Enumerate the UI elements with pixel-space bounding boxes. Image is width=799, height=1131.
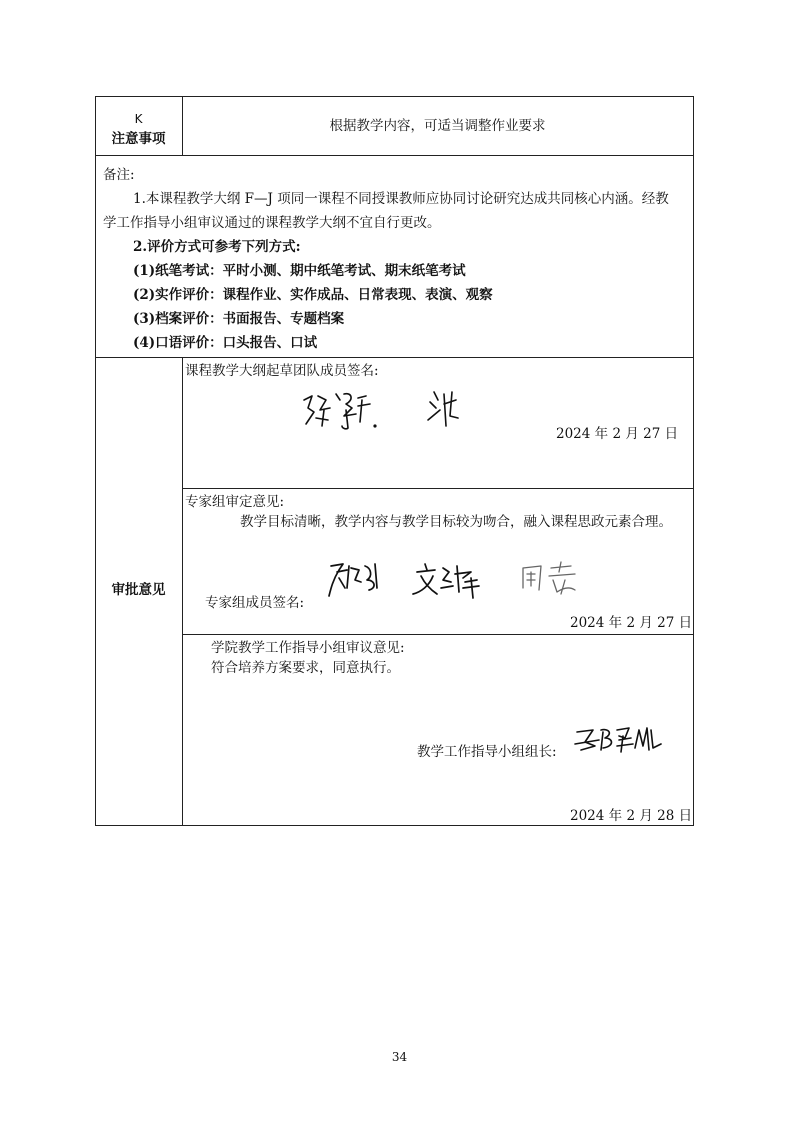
row-divider-k: [95, 155, 694, 156]
row-divider-expert: [182, 634, 694, 635]
college-heading: 学院教学工作指导小组审议意见:: [211, 640, 405, 656]
notes-item: (2)实作评价：课程作业、实作成品、日常表现、表演、观察: [133, 287, 493, 303]
expert-heading: 专家组审定意见:: [185, 494, 285, 510]
expert-signatures: [325, 558, 585, 602]
approval-label: 审批意见: [111, 582, 166, 598]
table-border-top: [95, 96, 694, 97]
table-border-bottom: [95, 825, 694, 826]
notes-line-1a: 1.本课程教学大纲 F—J 项同一课程不同授课教师应协同讨论研究达成共同核心内涵。经教: [133, 191, 669, 207]
notes-line-1b: 学工作指导小组审议通过的课程教学大纲不宜自行更改。: [103, 215, 441, 231]
section-label: 注意事项: [111, 131, 166, 147]
notes-item: (1)纸笔考试：平时小测、期中纸笔考试、期末纸笔考试: [133, 263, 466, 279]
table-border-left: [95, 96, 96, 826]
expert-sign-label: 专家组成员签名:: [205, 595, 305, 611]
column-divider-approval: [182, 357, 183, 826]
notes-heading: 备注:: [103, 167, 135, 183]
drafting-heading: 课程教学大纲起草团队成员签名:: [185, 363, 379, 379]
expert-date: 2024 年 2 月 27 日: [570, 615, 693, 631]
page-number: 34: [391, 1050, 408, 1064]
college-opinion: 符合培养方案要求，同意执行。: [211, 660, 400, 676]
college-leader-label: 教学工作指导小组组长:: [417, 744, 557, 760]
drafting-date: 2024 年 2 月 27 日: [556, 426, 679, 442]
drafting-signature: [300, 386, 475, 436]
college-date: 2024 年 2 月 28 日: [570, 808, 693, 824]
row-divider-drafting: [182, 488, 694, 489]
notes-item: (3)档案评价：书面报告、专题档案: [133, 311, 345, 327]
section-code: K: [134, 112, 143, 126]
table-border-right: [693, 96, 694, 826]
notes-line-2: 2.评价方式可参考下列方式:: [133, 239, 301, 255]
approval-table: [95, 96, 694, 826]
college-leader-signature: [573, 722, 663, 756]
notes-item: (4)口语评价：口头报告、口试: [133, 335, 318, 351]
expert-opinion: 教学目标清晰，教学内容与教学目标较为吻合，融入课程思政元素合理。: [240, 514, 672, 530]
row-divider-notes: [95, 357, 694, 358]
section-content: 根据教学内容，可适当调整作业要求: [329, 118, 546, 134]
